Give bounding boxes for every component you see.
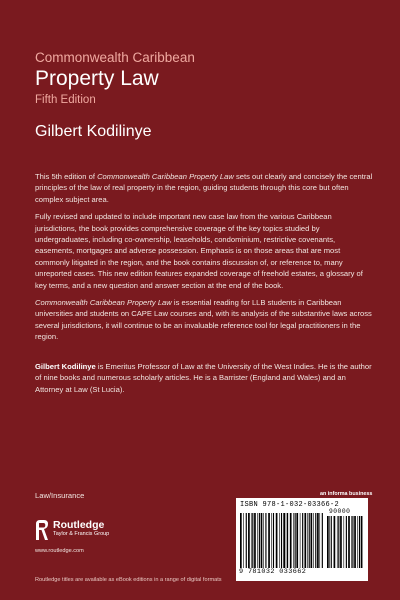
barcode-bar xyxy=(351,516,352,568)
barcode-bar xyxy=(311,513,313,568)
barcode-bar xyxy=(304,513,306,568)
barcode-bar xyxy=(263,513,264,568)
book-title-italic: Commonwealth Caribbean Property Law xyxy=(97,172,234,181)
barcode-bar xyxy=(283,513,285,568)
barcode-bar xyxy=(344,516,345,568)
barcode-panel xyxy=(236,498,368,581)
barcode-bar xyxy=(354,516,356,568)
barcode-bar xyxy=(359,516,360,568)
barcode-bar xyxy=(290,513,292,568)
barcode-bar xyxy=(346,516,347,568)
barcode-bar xyxy=(334,516,336,568)
barcode-bar xyxy=(293,513,294,568)
barcode-bar xyxy=(327,516,329,568)
ean-digits: 9 781032 033662 xyxy=(239,568,307,576)
barcode-bar xyxy=(281,513,282,568)
ebook-note: Routledge titles are available as eBook editions in a range of digital formats xyxy=(35,577,222,583)
barcode-bar xyxy=(268,513,270,568)
publisher-website: www.routledge.com xyxy=(35,548,84,554)
barcode-bar xyxy=(271,513,272,568)
series-title: Commonwealth Caribbean xyxy=(35,50,195,65)
barcode-bar xyxy=(257,513,258,568)
author-name: Gilbert Kodilinye xyxy=(35,123,152,140)
cover-header xyxy=(35,50,375,141)
barcode-bar xyxy=(337,516,338,568)
barcode-bar xyxy=(300,513,301,568)
barcode-bar xyxy=(279,513,280,568)
barcode-bar xyxy=(265,513,266,568)
barcode-bar xyxy=(340,516,342,568)
barcode-bar xyxy=(243,513,244,568)
book-title-italic: Commonwealth Caribbean Property Law xyxy=(35,298,172,308)
barcode-bar xyxy=(357,516,358,568)
barcode-bar xyxy=(296,513,298,568)
book-title: Property Law xyxy=(35,67,159,90)
barcode-bar xyxy=(302,513,303,568)
barcode-bar xyxy=(352,516,353,568)
barcode-bar xyxy=(317,513,319,568)
barcode-bar xyxy=(338,516,339,568)
barcode-bar xyxy=(287,513,288,568)
barcode-bar xyxy=(240,513,242,568)
barcode-bar xyxy=(307,513,308,568)
blurb-paragraph-2: Fully revised and updated to include important new case law from the various Caribbean jurisdictions, the book provides comprehensive coverage of the key topics studied by undergraduates, including co-ownership, leaseholds, condominium, restrictive covenants, easements, mortgages and adverse possession. Emphasis is on those areas that are most commonly litigated in the region, and the book contains discussion of, or reference to, many unreported cases. This new edition features expanded coverage of freehold estates, a glossary of key terms, and a new question and answer section at the end of the book. xyxy=(35,212,363,290)
barcode-bar xyxy=(286,513,287,568)
publisher-logo xyxy=(35,519,109,541)
barcode-bar xyxy=(254,513,256,568)
addon-digits: 90000 xyxy=(329,508,351,515)
barcode-bar xyxy=(361,516,363,568)
back-cover-blurb xyxy=(35,171,373,401)
isbn-text: ISBN 978-1-032-03366-2 xyxy=(240,501,340,509)
routledge-r-logo-icon xyxy=(35,519,49,541)
barcode-bar xyxy=(313,513,314,568)
barcode-bar xyxy=(276,513,278,568)
barcode-bar xyxy=(348,516,350,568)
barcode-bar xyxy=(322,513,323,568)
barcode-bar xyxy=(309,513,310,568)
barcode-bar xyxy=(261,513,263,568)
author-bio-name: Gilbert Kodilinye xyxy=(35,361,96,371)
edition-label: Fifth Edition xyxy=(35,94,96,106)
informa-label: an informa business xyxy=(320,491,373,497)
publisher-name: Routledge xyxy=(53,519,105,531)
barcode-bar xyxy=(246,513,247,568)
subject-category: Law/Insurance xyxy=(35,491,85,500)
barcode-bar xyxy=(259,513,260,568)
barcode-bar xyxy=(329,516,330,568)
author-bio: Gilbert Kodilinye is Emeritus Professor of Law at the University of the West Indies. He is the author of nine books and numerous scholarly articles. He is a Barrister (England and Wales) and an Attorney at Law (St Lucia). xyxy=(35,361,372,394)
publisher-group: Taylor & Francis Group xyxy=(53,531,110,537)
barcode-bar xyxy=(319,513,320,568)
blurb-paragraph-1: This 5th edition of Commonwealth Caribbean Property Law sets out clearly and concisely the central principles of the law of real property in the region, guiding students through this core but often complex subject area. xyxy=(35,172,373,204)
barcode-bar xyxy=(315,513,316,568)
publisher-wordmark xyxy=(53,519,109,538)
ean-barcode xyxy=(240,513,324,568)
barcode-bar xyxy=(252,513,253,568)
barcode-bar xyxy=(273,513,274,568)
barcode-bar xyxy=(251,513,252,568)
blurb-paragraph-3: Commonwealth Caribbean Property Law is essential reading for LLB students in Caribbean universities and students on CAPE Law courses and, with its analysis of the substantive laws across several jurisdictions, it will continue to be an invaluable reference tool for legal practitioners in the region. xyxy=(35,298,372,342)
barcode-bar xyxy=(295,513,296,568)
barcode-bar xyxy=(331,516,332,568)
addon-barcode xyxy=(327,516,363,568)
barcode-bar xyxy=(248,513,250,568)
